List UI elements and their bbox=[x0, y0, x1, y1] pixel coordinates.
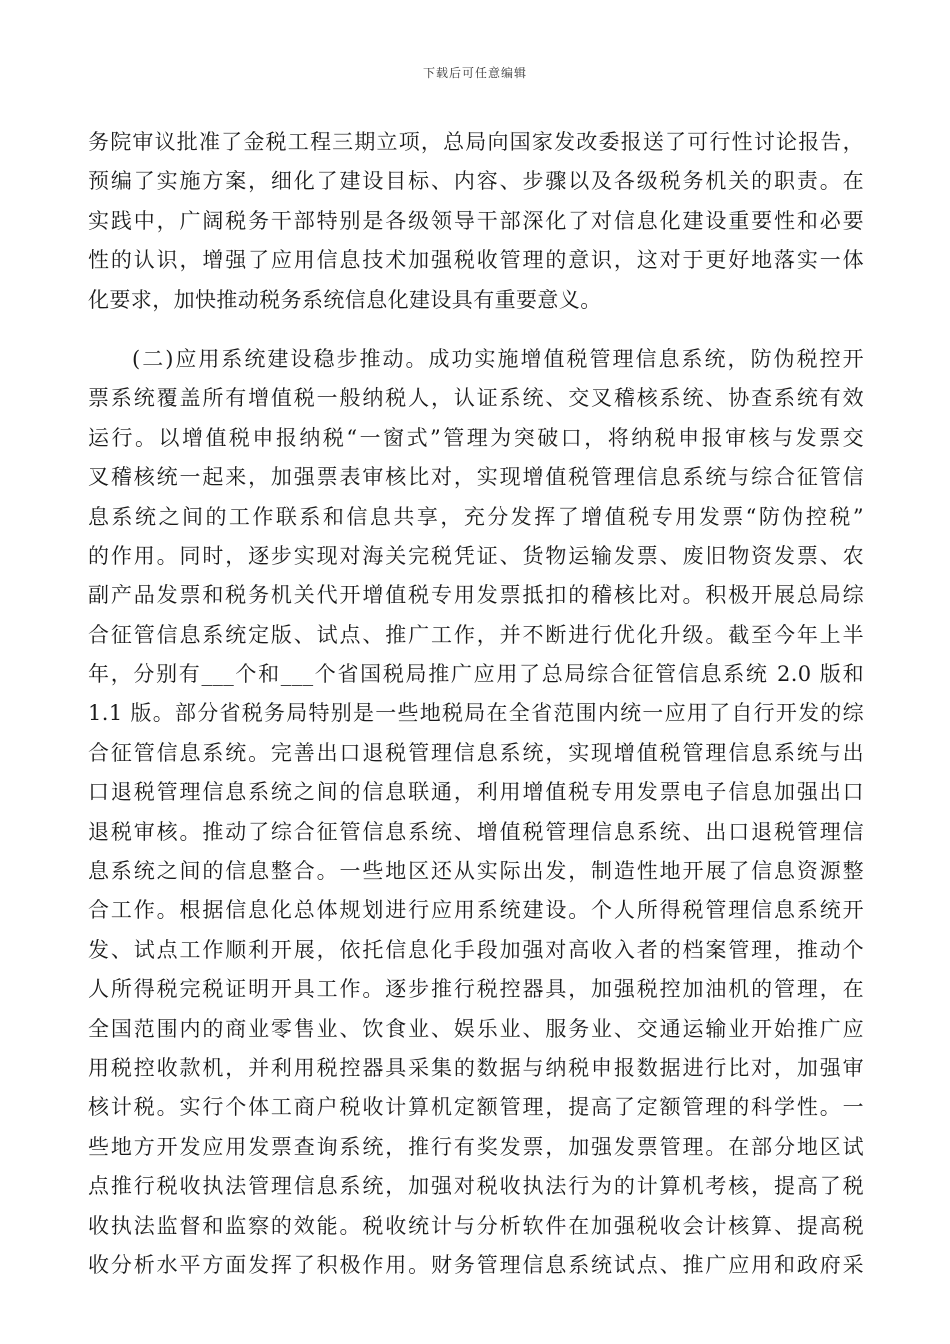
paragraph-line: 务院审议批准了金税工程三期立项，总局向国家发改委报送了可行性讨论报告， bbox=[88, 130, 864, 154]
paragraph-line: 合工作。根据信息化总体规划进行应用系统建设。个人所得税管理信息系统开 bbox=[88, 898, 864, 923]
paragraph-line: 合征管信息系统定版、试点、推广工作，并不断进行优化升级。截至今年上半 bbox=[88, 622, 864, 647]
paragraph-2 bbox=[88, 340, 864, 1285]
paragraph-line: 副产品发票和税务机关代开增值税专用发票抵扣的稽核比对。积极开展总局综 bbox=[88, 583, 864, 608]
paragraph-line: 合征管信息系统。完善出口退税管理信息系统，实现增值税管理信息系统与出 bbox=[88, 740, 864, 765]
paragraph-line: 化要求，加快推动税务系统信息化建设具有重要意义。 bbox=[88, 287, 602, 312]
page-header-note: 下载后可任意编辑 bbox=[422, 66, 527, 80]
paragraph-line: 点推行税收执法管理信息系统，加强对税收执法行为的计算机考核，提高了税 bbox=[88, 1174, 864, 1199]
paragraph-line: 1.1 版。部分省税务局特别是一些地税局在全省范围内统一应用了自行开发的综 bbox=[88, 701, 864, 726]
paragraph-line: 口退税管理信息系统之间的信息联通，利用增值税专用发票电子信息加强出口 bbox=[88, 780, 864, 805]
paragraph-line: 的作用。同时，逐步实现对海关完税凭证、货物运输发票、废旧物资发票、农 bbox=[88, 543, 864, 568]
paragraph-line: 核计税。实行个体工商户税收计算机定额管理，提高了定额管理的科学性。一 bbox=[88, 1095, 864, 1120]
paragraph-line: 收执法监督和监察的效能。税收统计与分析软件在加强税收会计核算、提高税 bbox=[88, 1213, 864, 1238]
paragraph-line: 预编了实施方案，细化了建设目标、内容、步骤以及各级税务机关的职责。在 bbox=[88, 169, 864, 194]
paragraph-line: 些地方开发应用发票查询系统，推行有奖发票，加强发票管理。在部分地区试 bbox=[88, 1134, 864, 1159]
paragraph-line: 性的认识，增强了应用信息技术加强税收管理的意识，这对于更好地落实一体 bbox=[88, 248, 864, 273]
paragraph-spacer bbox=[88, 320, 864, 340]
paragraph-line: 运行。以增值税申报纳税“一窗式”管理为突破口，将纳税申报审核与发票交 bbox=[88, 425, 864, 450]
paragraph-line: 用税控收款机，并利用税控器具采集的数据与纳税申报数据进行比对，加强审 bbox=[88, 1055, 864, 1080]
paragraph-1 bbox=[88, 123, 864, 320]
paragraph-line: 息系统之间的工作联系和信息共享，充分发挥了增值税专用发票“防伪控税” bbox=[88, 504, 864, 529]
paragraph-line: 人所得税完税证明开具工作。逐步推行税控器具，加强税控加油机的管理，在 bbox=[88, 977, 864, 1002]
paragraph-line: 全国范围内的商业零售业、饮食业、娱乐业、服务业、交通运输业开始推广应 bbox=[88, 1016, 864, 1041]
paragraph-line: (二)应用系统建设稳步推动。成功实施增值税管理信息系统，防伪税控开 bbox=[132, 346, 864, 371]
paragraph-line: 发、试点工作顺利开展，依托信息化手段加强对高收入者的档案管理，推动个 bbox=[88, 937, 864, 962]
paragraph-line: 年，分别有___个和___个省国税局推广应用了总局综合征管信息系统 2.0 版和 bbox=[88, 662, 864, 687]
paragraph-line: 票系统覆盖所有增值税一般纳税人，认证系统、交叉稽核系统、协查系统有效 bbox=[88, 386, 864, 411]
document-body bbox=[88, 123, 864, 1285]
paragraph-line: 息系统之间的信息整合。一些地区还从实际出发，制造性地开展了信息资源整 bbox=[88, 859, 864, 884]
paragraph-line: 实践中，广阔税务干部特别是各级领导干部深化了对信息化建设重要性和必要 bbox=[88, 208, 864, 233]
paragraph-line: 退税审核。推动了综合征管信息系统、增值税管理信息系统、出口退税管理信 bbox=[88, 819, 864, 844]
paragraph-line: 收分析水平方面发挥了积极作用。财务管理信息系统试点、推广应用和政府采 bbox=[88, 1252, 864, 1277]
paragraph-line: 叉稽核统一起来，加强票表审核比对，实现增值税管理信息系统与综合征管信 bbox=[88, 465, 864, 490]
